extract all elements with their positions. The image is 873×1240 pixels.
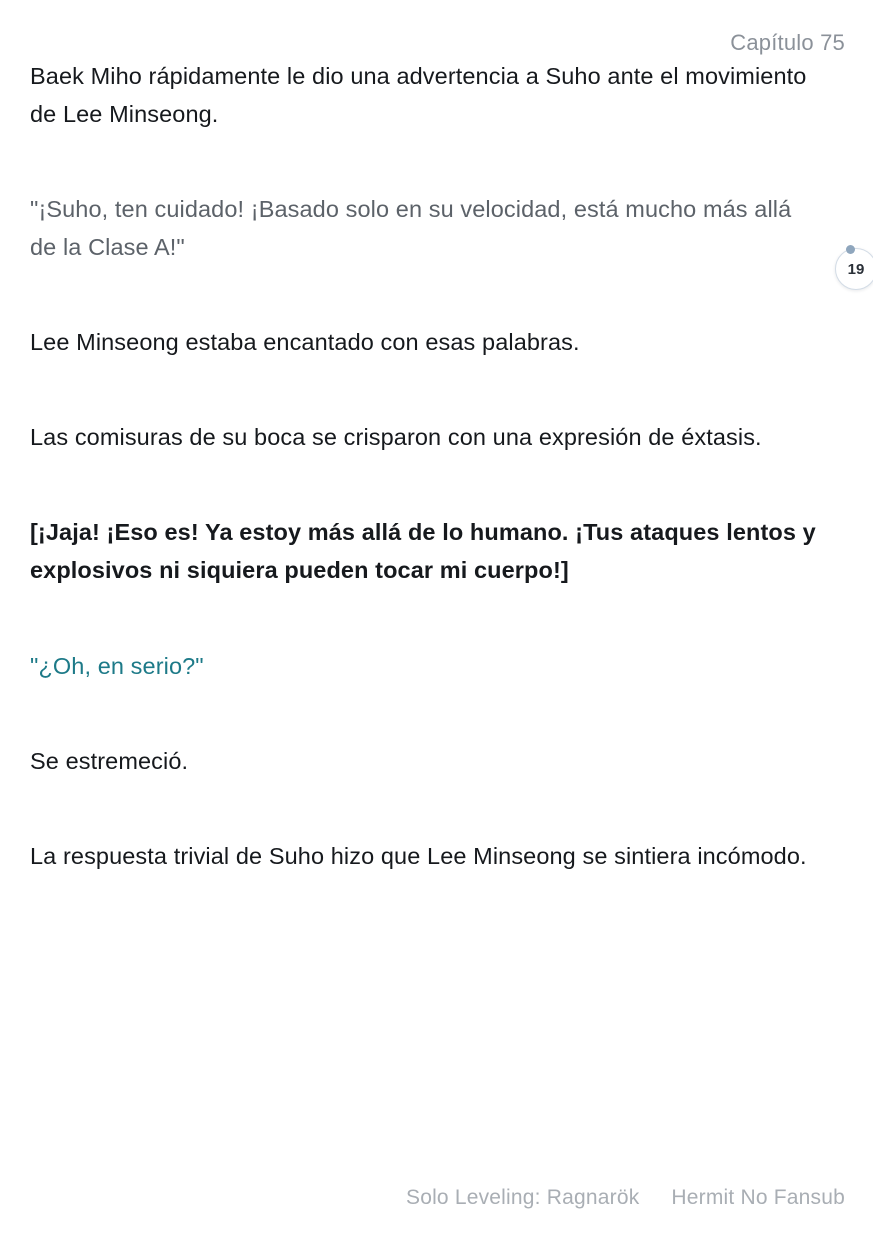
paragraph-dialogue: "¡Suho, ten cuidado! ¡Basado solo en su velocidad, está mucho más allá de la Clase A!" [30,196,792,261]
paragraph: La respuesta trivial de Suho hizo que Lee Minseong se sintiera incómodo. [30,842,807,869]
chapter-label: Capítulo 75 [730,30,845,55]
footer-credit: Hermit No Fansub [671,1186,845,1209]
paragraph: Las comisuras de su boca se crisparon con una expresión de éxtasis. [30,424,762,451]
paragraph-system-message: [¡Jaja! ¡Eso es! Ya estoy más allá de lo humano. ¡Tus ataques lentos y explosivos ni siquiera pueden tocar mi cuerpo!] [30,519,816,584]
page-footer [0,1186,873,1210]
chapter-body [30,57,830,875]
paragraph: Lee Minseong estaba encantado con esas palabras. [30,329,580,356]
page-indicator-value: 19 [847,260,865,278]
paragraph-highlight: "¿Oh, en serio?" [30,652,204,679]
paragraph: Baek Miho rápidamente le dio una advertencia a Suho ante el movimiento de Lee Minseong. [30,63,807,128]
footer-series-title: Solo Leveling: Ragnarök [405,1186,640,1209]
paragraph: Se estremeció. [30,747,189,774]
page-indicator-badge[interactable] [835,248,873,290]
notification-dot-icon [846,245,855,254]
